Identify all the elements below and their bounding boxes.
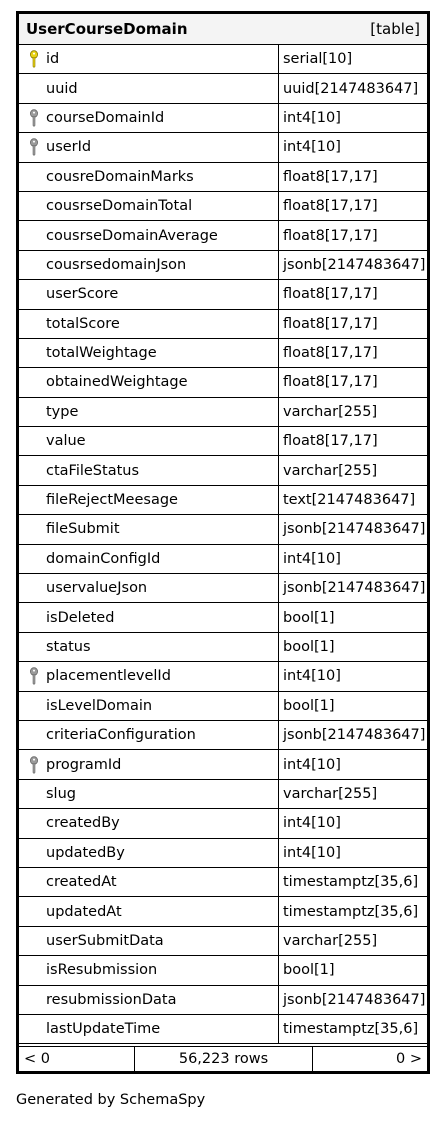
row-count: 56,223 rows <box>135 1047 313 1071</box>
column-name: type <box>46 403 79 420</box>
column-name-cell <box>19 780 279 808</box>
column-type: int4[10] <box>283 756 341 773</box>
column-type: jsonb[2147483647] <box>283 521 426 538</box>
column-name-cell <box>19 45 279 73</box>
column-row[interactable] <box>19 221 427 250</box>
column-name: courseDomainId <box>46 109 165 126</box>
column-name-cell <box>19 280 279 308</box>
column-name: placementlevelId <box>46 668 171 685</box>
column-type: varchar[255] <box>283 403 378 420</box>
column-name: criteriaConfiguration <box>46 727 196 744</box>
column-name-cell <box>19 1015 279 1043</box>
column-name-cell <box>19 310 279 338</box>
column-row[interactable] <box>19 956 427 985</box>
column-name: isLevelDomain <box>46 697 153 714</box>
column-row[interactable] <box>19 603 427 632</box>
column-row[interactable] <box>19 839 427 868</box>
column-name: lastUpdateTime <box>46 1021 161 1038</box>
column-type: bool[1] <box>283 609 335 626</box>
column-type: bool[1] <box>283 697 335 714</box>
column-type: int4[10] <box>283 668 341 685</box>
column-type: float8[17,17] <box>283 345 378 362</box>
foreign-key-icon <box>29 138 39 156</box>
column-type: int4[10] <box>283 109 341 126</box>
primary-key-icon <box>29 50 39 68</box>
table-header <box>19 14 427 45</box>
column-row[interactable] <box>19 251 427 280</box>
column-row[interactable] <box>19 368 427 397</box>
table-name[interactable]: UserCourseDomain <box>26 20 188 38</box>
column-type: serial[10] <box>283 51 353 68</box>
column-type: float8[17,17] <box>283 315 378 332</box>
column-row[interactable] <box>19 721 427 750</box>
column-row[interactable] <box>19 750 427 779</box>
column-type: uuid[2147483647] <box>283 80 419 97</box>
column-type: int4[10] <box>283 815 341 832</box>
foreign-key-icon <box>29 667 39 685</box>
column-type: float8[17,17] <box>283 198 378 215</box>
column-name: isResubmission <box>46 962 158 979</box>
column-name-cell <box>19 104 279 132</box>
column-row[interactable] <box>19 456 427 485</box>
column-row[interactable] <box>19 780 427 809</box>
column-type: int4[10] <box>283 139 341 156</box>
column-row[interactable] <box>19 339 427 368</box>
column-type: int4[10] <box>283 550 341 567</box>
column-type: timestamptz[35,6] <box>283 1021 419 1038</box>
column-name: userSubmitData <box>46 932 164 949</box>
column-name-cell <box>19 721 279 749</box>
column-name-cell <box>19 839 279 867</box>
foreign-key-icon <box>29 756 39 774</box>
column-name-cell <box>19 163 279 191</box>
column-name: createdBy <box>46 815 120 832</box>
parents-count[interactable]: < 0 <box>19 1047 135 1071</box>
column-type: jsonb[2147483647] <box>283 991 426 1008</box>
column-name-cell <box>19 662 279 690</box>
column-name-cell <box>19 192 279 220</box>
column-row[interactable] <box>19 662 427 691</box>
column-type: float8[17,17] <box>283 227 378 244</box>
column-type: jsonb[2147483647] <box>283 727 426 744</box>
column-type: jsonb[2147483647] <box>283 580 426 597</box>
column-name: uservalueJson <box>46 580 148 597</box>
column-type: float8[17,17] <box>283 286 378 303</box>
column-row[interactable] <box>19 74 427 103</box>
column-name: programId <box>46 756 122 773</box>
column-type: varchar[255] <box>283 932 378 949</box>
column-name-cell <box>19 545 279 573</box>
column-type: bool[1] <box>283 639 335 655</box>
column-row[interactable] <box>19 163 427 192</box>
column-row[interactable] <box>19 133 427 162</box>
children-count[interactable]: 0 > <box>396 1051 422 1068</box>
column-name: userId <box>46 139 92 156</box>
column-name: userScore <box>46 286 119 303</box>
column-name-cell <box>19 486 279 514</box>
column-name: domainConfigId <box>46 550 161 567</box>
column-name-cell <box>19 368 279 396</box>
column-row[interactable] <box>19 897 427 926</box>
column-name: isDeleted <box>46 609 115 626</box>
column-type: float8[17,17] <box>283 168 378 185</box>
column-name: id <box>46 51 60 68</box>
column-type: float8[17,17] <box>283 374 378 391</box>
column-row[interactable] <box>19 574 427 603</box>
column-row[interactable] <box>19 310 427 339</box>
column-name: updatedBy <box>46 844 125 861</box>
column-name-cell <box>19 456 279 484</box>
schema-table <box>16 11 430 1074</box>
column-name-cell <box>19 897 279 925</box>
column-name-cell <box>19 603 279 631</box>
column-type: text[2147483647] <box>283 492 416 509</box>
column-name-cell <box>19 692 279 720</box>
column-row[interactable] <box>19 104 427 133</box>
column-name-cell <box>19 133 279 161</box>
column-type: timestamptz[35,6] <box>283 874 419 891</box>
column-name: cousrseDomainAverage <box>46 227 218 244</box>
column-name: uuid <box>46 80 78 97</box>
column-row[interactable] <box>19 398 427 427</box>
column-row[interactable] <box>19 427 427 456</box>
column-row[interactable] <box>19 986 427 1015</box>
column-name-cell <box>19 74 279 102</box>
column-name: resubmissionData <box>46 991 177 1008</box>
column-name: createdAt <box>46 874 117 891</box>
column-row[interactable] <box>19 927 427 956</box>
table-kind: [table] <box>370 20 420 38</box>
foreign-key-icon <box>29 109 39 127</box>
column-name-cell <box>19 927 279 955</box>
column-row[interactable] <box>19 545 427 574</box>
column-name: cousrsedomainJson <box>46 256 187 273</box>
column-type: float8[17,17] <box>283 433 378 450</box>
column-row[interactable] <box>19 1015 427 1044</box>
column-name-cell <box>19 868 279 896</box>
column-name-cell <box>19 339 279 367</box>
column-name-cell <box>19 427 279 455</box>
column-name: totalWeightage <box>46 345 157 362</box>
generated-by-label: Generated by SchemaSpy <box>16 1092 206 1108</box>
column-name: value <box>46 433 86 450</box>
column-row[interactable] <box>19 515 427 544</box>
table-footer <box>19 1046 427 1071</box>
column-type: jsonb[2147483647] <box>283 256 426 273</box>
column-row[interactable] <box>19 633 427 662</box>
column-type: bool[1] <box>283 962 335 979</box>
column-row[interactable] <box>19 868 427 897</box>
column-name-cell <box>19 809 279 837</box>
column-type: int4[10] <box>283 844 341 861</box>
column-row[interactable] <box>19 280 427 309</box>
column-name: obtainedWeightage <box>46 374 188 391</box>
column-name-cell <box>19 574 279 602</box>
column-row[interactable] <box>19 192 427 221</box>
column-name: status <box>46 639 91 655</box>
column-type: timestamptz[35,6] <box>283 903 419 920</box>
column-name-cell <box>19 750 279 778</box>
column-list <box>19 45 427 1044</box>
column-name-cell <box>19 515 279 543</box>
column-row[interactable] <box>19 45 427 74</box>
column-type: varchar[255] <box>283 462 378 479</box>
column-row[interactable] <box>19 809 427 838</box>
column-name: cousrseDomainTotal <box>46 198 193 215</box>
column-name: updatedAt <box>46 903 122 920</box>
column-name: fileRejectMeesage <box>46 492 178 509</box>
column-name: ctaFileStatus <box>46 462 140 479</box>
column-row[interactable] <box>19 692 427 721</box>
column-name: cousreDomainMarks <box>46 168 194 185</box>
column-name-cell <box>19 986 279 1014</box>
column-name: slug <box>46 785 76 802</box>
column-name: totalScore <box>46 315 120 332</box>
column-name-cell <box>19 251 279 279</box>
column-type: varchar[255] <box>283 785 378 802</box>
column-row[interactable] <box>19 486 427 515</box>
column-name-cell <box>19 633 279 661</box>
column-name-cell <box>19 221 279 249</box>
column-name-cell <box>19 956 279 984</box>
column-name: fileSubmit <box>46 521 120 538</box>
column-name-cell <box>19 398 279 426</box>
